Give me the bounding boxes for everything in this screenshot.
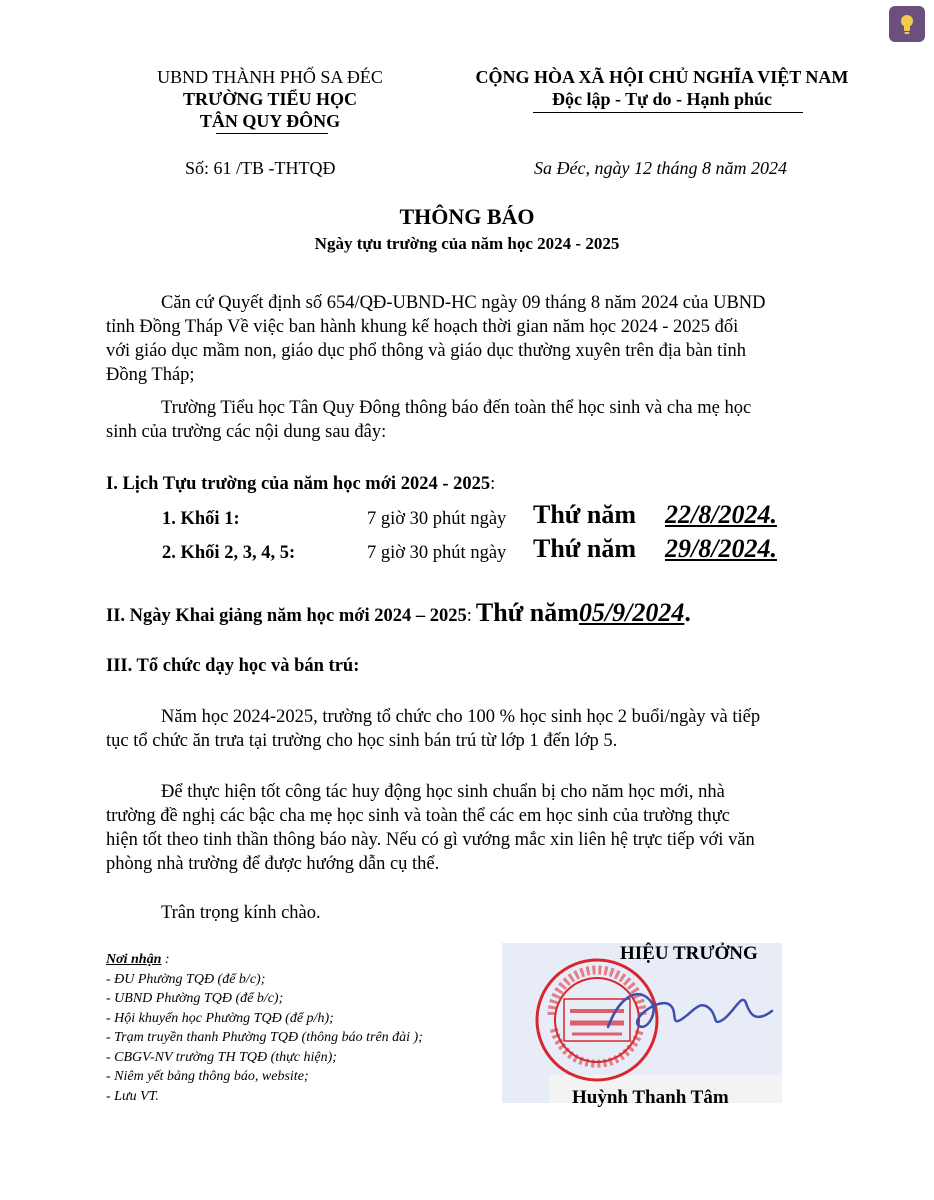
handwritten-signature — [600, 975, 780, 1045]
recipients-label: Nơi nhận — [106, 952, 162, 967]
section2-heading: II. Ngày Khai giảng năm học mới 2024 – 2025: Thứ năm05/9/2024. — [106, 598, 691, 627]
header-left-rule — [216, 133, 328, 134]
school-name-line2: TÂN QUY ĐÔNG — [199, 111, 341, 131]
section3-heading: III. Tổ chức dạy học và bán trú: — [106, 656, 360, 676]
recipient-item: - UBND Phường TQĐ (để b/c); — [106, 991, 284, 1006]
recipient-item: - Trạm truyền thanh Phường TQĐ (thông báo trên đài ); — [106, 1030, 423, 1045]
motto: Độc lập - Tự do - Hạnh phúc — [551, 89, 773, 109]
closing: Trân trọng kính chào. — [161, 903, 321, 923]
city-committee: UBND THÀNH PHỐ SA ĐÉC — [157, 67, 383, 87]
document-date: Sa Đéc, ngày 12 tháng 8 năm 2024 — [534, 158, 787, 178]
grade1-date: 22/8/2024. — [665, 500, 777, 529]
recipient-item: - Niêm yết bảng thông báo, website; — [106, 1069, 309, 1084]
request-paragraph: Để thực hiện tốt công tác huy động học sinh chuẩn bị cho năm học mới, nhà trường đề nghị các bậc cha mẹ học sinh và toàn thể các em học sinh của trường thực hiện tốt theo tinh thần thông báo này. Nếu có gì vướng mắc xin liên hệ trực tiếp với văn phòng nhà trường để được hướng dẫn cụ thể. — [106, 782, 755, 874]
recipient-item: - Lưu VT. — [106, 1088, 159, 1104]
grade2to5-day: Thứ năm — [533, 534, 637, 563]
principal-title: HIỆU TRƯỞNG — [620, 943, 758, 964]
grade1-time: 7 giờ 30 phút ngày — [367, 509, 507, 529]
lightbulb-icon — [889, 6, 925, 42]
motto-rule — [533, 112, 803, 113]
intro-paragraph: Căn cứ Quyết định số 654/QĐ-UBND-HC ngày 09 tháng 8 năm 2024 của UBND tỉnh Đồng Tháp Về việc ban hành khung kế hoạch thời gian năm học 2024 - 2025 đối với giáo dục mầm non, giáo dục phổ thông và giáo dục thường xuyên trên địa bàn tỉnh Đồng Tháp; — [106, 293, 766, 385]
notice-paragraph: Trường Tiểu học Tân Quy Đông thông báo đến toàn thể học sinh và cha mẹ học sinh của trường các nội dung sau đây: — [106, 398, 752, 442]
grade2to5-time: 7 giờ 30 phút ngày — [367, 543, 507, 563]
lightbulb-button[interactable] — [889, 6, 925, 42]
document-subtitle: Ngày tựu trường của năm học 2024 - 2025 — [314, 234, 620, 253]
document-title: THÔNG BÁO — [399, 204, 535, 229]
recipient-item: - CBGV-NV trường TH TQĐ (thực hiện); — [106, 1049, 337, 1065]
teaching-paragraph: Năm học 2024-2025, trường tổ chức cho 100 % học sinh học 2 buổi/ngày và tiếp tục tổ chức ăn trưa tại trường cho học sinh bán trú từ lớp 1 đến lớp 5. — [106, 707, 761, 751]
header-right — [452, 66, 872, 110]
school-name-line1: TRƯỜNG TIỂU HỌC — [182, 89, 358, 109]
grade2to5-date: 29/8/2024. — [665, 534, 777, 563]
document-number: Số: 61 /TB -THTQĐ — [185, 158, 336, 178]
section1-heading: I. Lịch Tựu trường của năm học mới 2024 - 2025: — [106, 474, 496, 494]
principal-name: Huỳnh Thanh Tâm — [572, 1087, 729, 1108]
grade1-day: Thứ năm — [533, 500, 637, 529]
header-left — [120, 66, 420, 132]
grade1-label: 1. Khối 1: — [162, 509, 240, 529]
recipients-block: Nơi nhận : - ĐU Phường TQĐ (để b/c); - UBND Phường TQĐ (để b/c); - Hội khuyến học Phường TQĐ (để p/h); - Trạm truyền thanh Phường TQĐ (thông báo trên đài ); - CBGV-NV trường TH TQĐ (thực hiện); - Niêm yết bảng thông báo, website; - Lưu VT. — [106, 950, 423, 1106]
country-name: CỘNG HÒA XÃ HỘI CHỦ NGHĨA VIỆT NAM — [475, 67, 849, 87]
grade2to5-label: 2. Khối 2, 3, 4, 5: — [162, 543, 296, 563]
opening-date: 05/9/2024 — [578, 598, 685, 627]
opening-day: Thứ năm — [475, 598, 579, 627]
recipient-item: - Hội khuyến học Phường TQĐ (để p/h); — [106, 1010, 334, 1026]
recipient-item: - ĐU Phường TQĐ (để b/c); — [106, 971, 266, 987]
